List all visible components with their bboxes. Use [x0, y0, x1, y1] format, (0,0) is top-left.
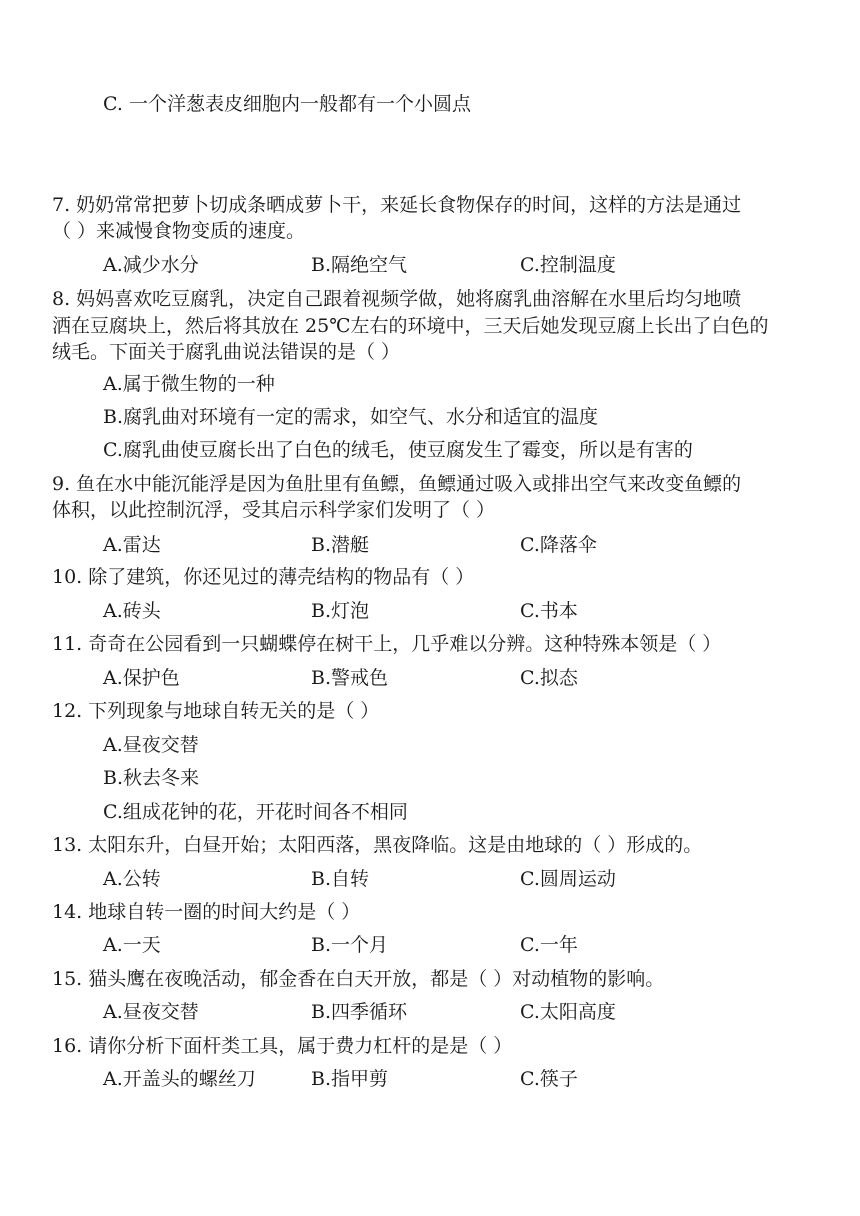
- q11-stem: 11. 奇奇在公园看到一只蝴蝶停在树干上，几乎难以分辨。这种特殊本领是（ ）: [52, 633, 722, 655]
- q6-option-c: C. 一个洋葱表皮细胞内一般都有一个小圆点: [103, 93, 471, 115]
- q10-option-c: C.书本: [520, 600, 578, 622]
- q16-option-c: C.筷子: [520, 1068, 578, 1090]
- q9-option-c: C.降落伞: [520, 534, 597, 556]
- q8-option-a: A.属于微生物的一种: [103, 373, 275, 395]
- q8-option-c: C.腐乳曲使豆腐长出了白色的绒毛，使豆腐发生了霉变，所以是有害的: [103, 439, 693, 461]
- q13-option-a: A.公转: [103, 868, 161, 890]
- q15-option-c: C.太阳高度: [520, 1001, 616, 1023]
- q12-option-a: A.昼夜交替: [103, 734, 199, 756]
- q7-stem-line2: （ ）来减慢食物变质的速度。: [52, 220, 306, 242]
- q16-stem: 16. 请你分析下面杆类工具，属于费力杠杆的是是（ ）: [52, 1035, 513, 1057]
- q9-stem-line2: 体积，以此控制沉浮，受其启示科学家们发明了（ ）: [52, 499, 496, 521]
- q8-option-b: B.腐乳曲对环境有一定的需求，如空气、水分和适宜的温度: [103, 406, 599, 428]
- q13-option-c: C.圆周运动: [520, 868, 616, 890]
- q10-option-b: B.灯泡: [311, 600, 370, 622]
- q15-option-a: A.昼夜交替: [103, 1001, 199, 1023]
- q11-option-c: C.拟态: [520, 667, 578, 689]
- q14-option-a: A.一天: [103, 934, 161, 956]
- q12-stem: 12. 下列现象与地球自转无关的是（ ）: [52, 700, 380, 722]
- q10-stem: 10. 除了建筑，你还见过的薄壳结构的物品有（ ）: [52, 566, 475, 588]
- q10-option-a: A.砖头: [103, 600, 161, 622]
- q9-option-a: A.雷达: [103, 534, 161, 556]
- q15-stem: 15. 猫头鹰在夜晚活动，郁金香在白天开放，都是（ ）对动植物的影响。: [52, 968, 665, 990]
- q12-option-b: B.秋去冬来: [103, 767, 200, 789]
- q12-option-c: C.组成花钟的花，开花时间各不相同: [103, 801, 408, 823]
- q11-option-a: A.保护色: [103, 667, 180, 689]
- q8-stem-line1: 8. 妈妈喜欢吃豆腐乳，决定自己跟着视频学做，她将腐乳曲溶解在水里后均匀地喷: [52, 288, 742, 310]
- q11-option-b: B.警戒色: [311, 667, 389, 689]
- q16-option-a: A.开盖头的螺丝刀: [103, 1068, 256, 1090]
- q7-stem-line1: 7. 奶奶常常把萝卜切成条晒成萝卜干，来延长食物保存的时间，这样的方法是通过: [52, 194, 742, 216]
- q13-stem: 13. 太阳东升，白昼开始；太阳西落，黑夜降临。这是由地球的（ ）形成的。: [52, 834, 703, 856]
- q15-option-b: B.四季循环: [311, 1001, 408, 1023]
- q13-option-b: B.自转: [311, 868, 370, 890]
- q9-option-b: B.潜艇: [311, 534, 370, 556]
- q7-option-c: C.控制温度: [520, 254, 616, 276]
- q14-stem: 14. 地球自转一圈的时间大约是（ ）: [52, 901, 361, 923]
- q14-option-b: B.一个月: [311, 934, 389, 956]
- q8-stem-line3: 绒毛。下面关于腐乳曲说法错误的是（ ）: [52, 341, 401, 363]
- q8-stem-line2: 洒在豆腐块上，然后将其放在 25℃左右的环境中，三天后她发现豆腐上长出了白色的: [52, 315, 769, 337]
- q16-option-b: B.指甲剪: [311, 1068, 389, 1090]
- q9-stem-line1: 9. 鱼在水中能沉能浮是因为鱼肚里有鱼鳔，鱼鳔通过吸入或排出空气来改变鱼鳔的: [52, 473, 742, 495]
- q14-option-c: C.一年: [520, 934, 578, 956]
- q7-option-b: B.隔绝空气: [311, 254, 408, 276]
- q7-option-a: A.减少水分: [103, 254, 199, 276]
